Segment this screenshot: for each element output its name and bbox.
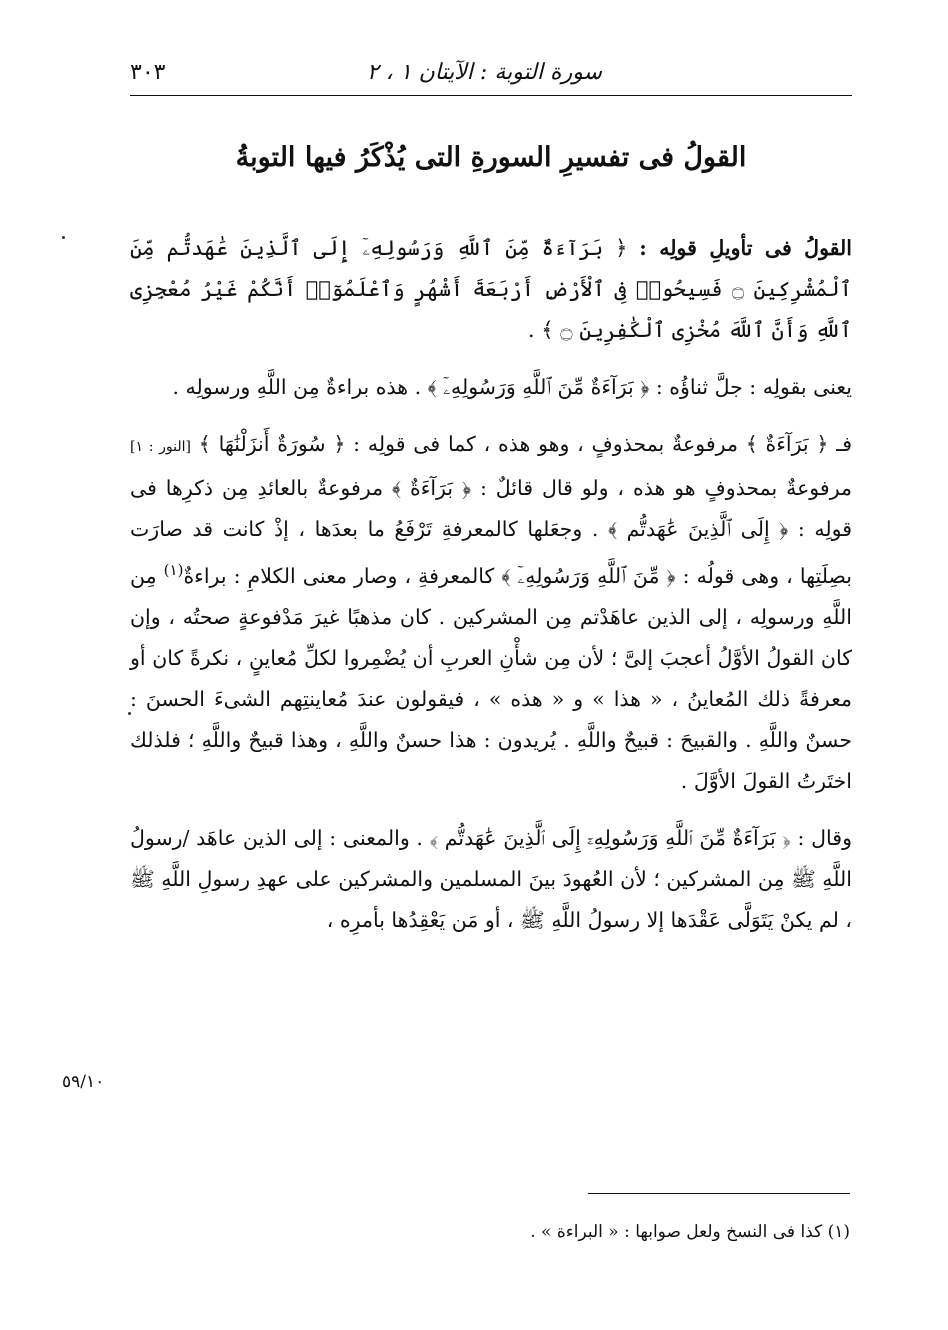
running-head-surah: سورة التوبة : الآيتان ١ ، ٢ — [366, 60, 602, 85]
paragraph-text: فـ ﴿ بَرَآءَةٌ ﴾ مرفوعةٌ بمحذوفٍ ، وهو هذه ، كما فى قولِه : ﴿ سُورَةٌ أَنزَلْنَٰهَا ﴾ — [198, 432, 852, 456]
verse-reference: [النور : ١] — [130, 439, 191, 455]
footnote-marker: (١) — [163, 561, 184, 579]
footnote: (١) كذا فى النسخ ولعل صوابها : « البراءة » . — [530, 1222, 850, 1242]
paragraph: وقال : ﴿ بَرَآءَةٌ مِّنَ ٱللَّهِ وَرَسُولِهِۦٓ إِلَى ٱلَّذِينَ عَٰهَدتُّم ﴾ . والمعنى : إلى الذين عاهَد /رسولُ اللَّهِ ﷺ مِن المشركين ؛ لأن العُهودَ بينَ المسلمين والمشركين على عهدِ رسولِ اللَّهِ ﷺ ، لم يكنْ يَتَوَلَّى عَقْدَها إلا رسولُ اللَّهِ ﷺ ، أو مَن يَعْقِدُها بأمرِه ، — [130, 825, 852, 932]
paragraph-text: مرفوعةٌ بمحذوفٍ هو هذه ، ولو قال قائلٌ : ﴿ بَرَآءَةٌ ﴾ مرفوعةٌ بالعائدِ مِن ذكرِها فى قولِه : ﴿ إِلَى ٱلَّذِينَ عَٰهَدتُّم ﴾ . وجعَلها كالمعرفةِ تَرْفَعُ ما بعدَها ، إذْ كانت قد صارَت بصِلَتِها ، وهى قولُه : ﴿ مِّنَ ٱللَّهِ وَرَسُولِهِۦٓ ﴾ كالمعرفةِ ، وصار معنى الكلامِ : براءةٌ — [130, 476, 852, 588]
footnote-rule — [588, 1193, 850, 1194]
paragraph — [130, 424, 852, 802]
paragraph-verse — [130, 228, 852, 351]
quran-verse: ﴿ بَرَآءَةٌ مِّنَ ٱللَّهِ وَرَسُولِهِۦٓ إِلَى ٱلَّذِينَ عَٰهَدتُّم مِّنَ ٱلْمُشْرِكِينَ ۝ فَسِيحُوا۟ فِى ٱلْأَرْضِ أَرْبَعَةَ أَشْهُرٍ وَٱعْلَمُوٓا۟ أَنَّكُمْ غَيْرُ مُعْجِزِى ٱللَّهِ وَأَنَّ ٱللَّهَ مُخْزِى ٱلْكَٰفِرِينَ ۝ ﴾ . — [130, 236, 852, 342]
paragraph-text: مِن اللَّهِ ورسولِه ، إلى الذين عاهَدْتم مِن المشركين . كان مذهبًا غيرَ مَدْفوعةٍ صحتُه ، وإن كان القولُ الأوَّلُ أعجبَ إلىَّ ؛ لأن مِن شأْنِ العربِ أن يُضْمِروا لكلِّ مُعاينٍ ، نكرةً كان أو معرفةً ذلك المُعاينُ ، « هذا » و « هذه » ، فيقولون عندَ مُعاينتِهم الشىءَ الحسنَ : حسنٌ واللَّهِ . والقبيحَ : قبيحٌ واللَّهِ . يُريدون : هذا حسنٌ واللَّهِ ، وهذا قبيحٌ واللَّهِ ؛ فلذلك اختَرتُ القولَ الأوَّلَ . — [130, 563, 852, 793]
margin-note: ٥٩/١٠ — [62, 1072, 105, 1092]
header-rule — [130, 95, 852, 96]
main-text — [130, 228, 852, 941]
chapter-title: القولُ فى تفسيرِ السورةِ التى يُذْكَرُ فيها التوبةُ — [235, 142, 747, 173]
running-head — [130, 58, 852, 92]
scan-speck — [62, 236, 65, 239]
scan-speck — [128, 712, 131, 715]
paragraph-lead: القولُ فى تأويلِ قولِه : — [639, 236, 852, 260]
paragraph: يعنى بقولِه : جلَّ ثناؤُه : ﴿ بَرَآءَةٌ مِّنَ ٱللَّهِ وَرَسُولِهِۦٓ ﴾ . هذه براءةٌ مِن اللَّهِ ورسولِه . — [172, 375, 852, 399]
page-number: ٣٠٣ — [130, 60, 166, 85]
